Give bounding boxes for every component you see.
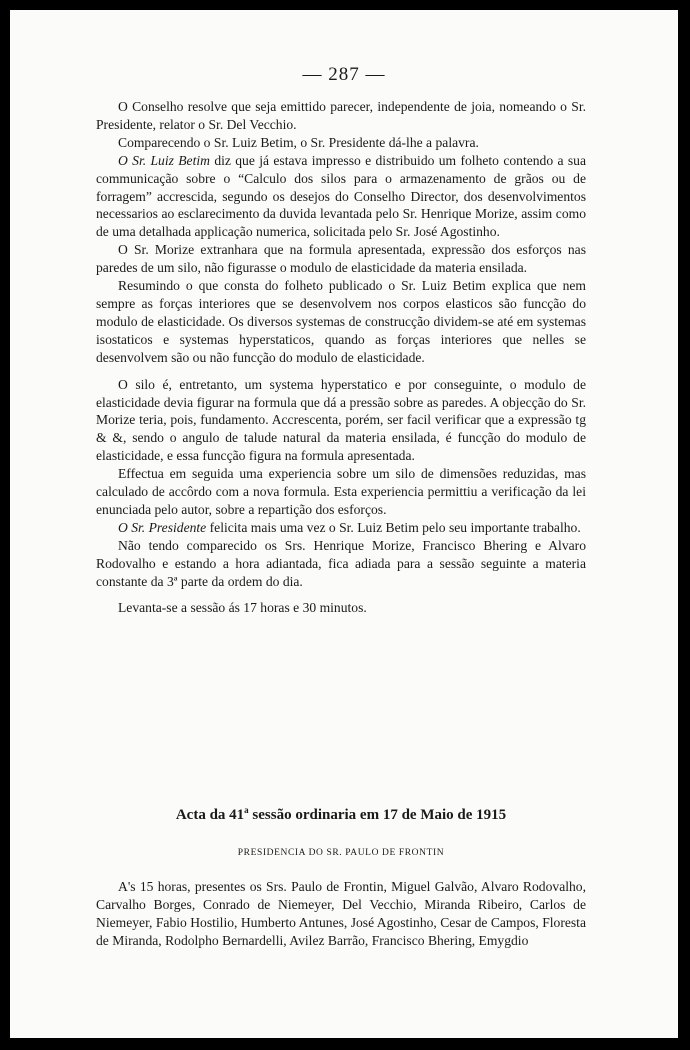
paragraph-betim-arrives: Comparecendo o Sr. Luiz Betim, o Sr. Presidente dá-lhe a palavra. xyxy=(118,134,479,150)
session-body xyxy=(96,98,586,617)
speaker-name: O Sr. Luiz Betim xyxy=(118,152,210,168)
presidency-line: PRESIDENCIA DO SR. PAULO DE FRONTIN xyxy=(237,848,445,858)
paragraph-summary: Resumindo o que consta do folheto publicado o Sr. Luiz Betim explica que nem sempre as forças interiores que se desenvolvem nos corpos elasticos são funcção do modulo de elasticidade. Os diversos systemas de construcção dividem-se até em systemas isostaticos e systemas hyperstaticos, quando as forças interiores que nelles se desenvolvem são ou não funcção do modulo de elasticidade. xyxy=(96,278,586,365)
paragraph-experiment: Effectua em seguida uma experiencia sobre um silo de dimensões reduzidas, mas calculado de accôrdo com a nova formula. Esta experiencia permittiu a verificação da lei enunciada pelo autor, sobre a repartição dos esforços. xyxy=(96,466,586,517)
minutes-heading xyxy=(96,805,586,824)
paragraph-text: diz que já estava impresso e distribuido um folheto contendo a sua communicação sobre o “Calculo dos silos para o armazenamento de grãos ou de forragem” accrescida, segundo os desejos do Conselho Director, dos desenvolvimentos necessarios ao esclarecimento da duvida levantada pelo Sr. Henrique Morize, assim como de uma detalhada applicação numerica, solicitada pelo Sr. José Agostinho. xyxy=(96,152,586,240)
page-number: — 287 — xyxy=(302,64,386,85)
paragraph-hyperstatic: O silo é, entretanto, um systema hyperstatico e por conseguinte, o modulo de elasticidade devia figurar na formula que dá a pressão sobre as paredes. A objecção do Sr. Morize teria, pois, fundamento. Accrescenta, porém, ser facil verificar que a expressão tg & &, sendo o angulo de talude natural da materia ensilada, é funcção do modulo de elasticidade, e essa funcção figura na formula apresentada. xyxy=(96,376,586,464)
paragraph-adjournment-matter: Não tendo comparecido os Srs. Henrique Morize, Francisco Bhering e Alvaro Rodovalho e estando a hora adiantada, fica adiada para a sessão seguinte a materia constante da 3ª parte da ordem do dia. xyxy=(96,537,586,589)
heading-ordinal: a xyxy=(244,805,249,815)
paragraph-session-closed: Levanta-se a sessão ás 17 horas e 30 minutos. xyxy=(118,600,367,616)
paragraph-president-congratulates xyxy=(96,519,586,537)
paragraph-betim-statement xyxy=(96,152,586,242)
attendance-paragraph: A's 15 horas, presentes os Srs. Paulo de Frontin, Miguel Galvão, Alvaro Rodovalho, Carvalho Borges, Conrado de Niemeyer, Del Vecchio, Miranda Ribeiro, Carlos de Niemeyer, Fabio Hostilio, Humberto Antunes, José Agostinho, Cesar de Campos, Floresta de Miranda, Rodolpho Bernardelli, Avilez Barrão, Francisco Bhering, Emygdio xyxy=(96,879,586,948)
document-page xyxy=(10,10,678,1038)
heading-text-rest: sessão ordinaria em 17 de Maio de 1915 xyxy=(248,807,507,823)
speaker-name: O Sr. Presidente xyxy=(118,519,207,535)
paragraph-morize-objection: O Sr. Morize extranhara que na formula apresentada, expressão dos esforços nas paredes de um silo, não figurasse o modulo de elasticidade da materia ensilada. xyxy=(96,242,586,276)
attendance-section xyxy=(96,878,586,950)
paragraph-council-resolution: O Conselho resolve que seja emittido parecer, independente de joia, nomeando o Sr. Presidente, relator o Sr. Del Vecchio. xyxy=(96,99,586,132)
paragraph-text: felicita mais uma vez o Sr. Luiz Betim pelo seu importante trabalho. xyxy=(206,519,581,535)
heading-text: Acta da 41 xyxy=(175,807,245,823)
